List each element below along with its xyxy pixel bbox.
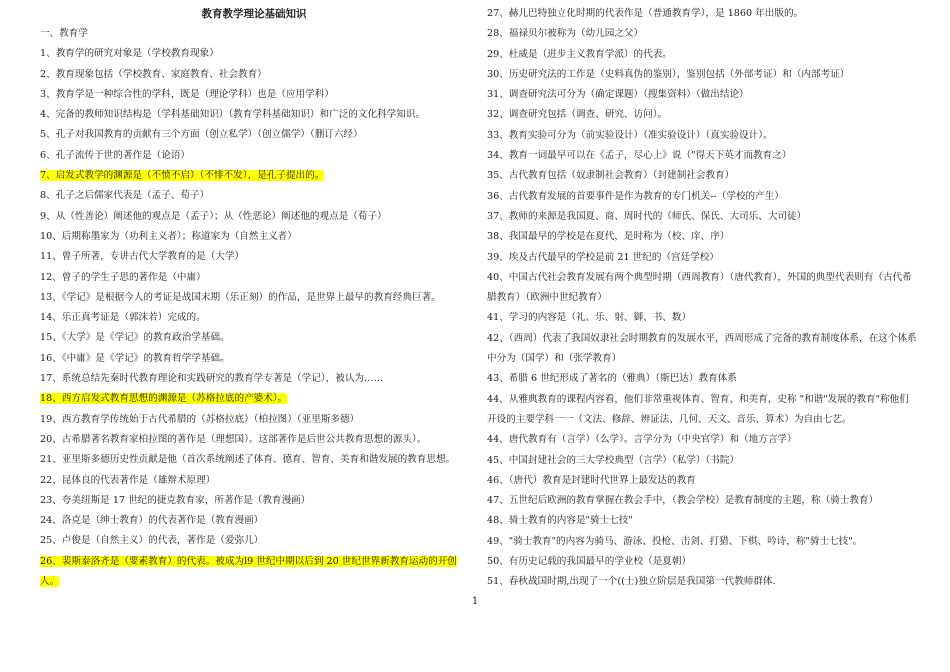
item-line: 38、我国最早的学校是在夏代，是时称为（校、庠、序）	[487, 231, 730, 243]
item-line: 6、孔子流传于世的著作是（论语）	[40, 149, 191, 161]
item-line: 4、完备的教师知识结构是（学科基础知识）（教育学科基础知识）和广泛的文化科学知识。	[40, 109, 426, 121]
item-line: 25、卢俊是（自然主义）的代表，著作是（爱弥儿）	[40, 535, 264, 547]
left-column	[40, 4, 468, 592]
item-line: 48、骑士教育的内容是"骑士七技"	[487, 515, 633, 527]
item-line: 22、昆体良的代表著作是（雄辩术原理）	[40, 474, 216, 486]
item-line: 15、《大学》是《学记》的教育政治学基础。	[40, 332, 230, 344]
highlighted-item-line	[40, 166, 468, 186]
item-line: 49、"骑士教育"的内容为骑马、游泳、投枪、击剑、打猎、下棋、吟诗，称"骑士七技"。	[487, 535, 863, 547]
item-line: 2、教育现象包括（学校教育、家庭教育、社会教育）	[40, 68, 267, 80]
item-line: 50、有历史记载的我国最早的学业校（是夏朝）	[487, 556, 692, 568]
item-line: 24、洛克是（绅士教育）的代表著作是（教育漫画）	[40, 515, 264, 527]
item-line: 3、教育学是一种综合性的学科，既是（理论学科）也是（应用学科）	[40, 88, 334, 100]
item-line: 12、曾子的学生子思的著作是（中庸）	[40, 271, 206, 283]
item-line: 19、西方教育学传统始于古代希腊的（苏格拉底）（柏拉图）（亚里斯多德）	[40, 413, 360, 425]
item-line: 45、中国封建社会的三大学校典型（言学）（私学）（书院）	[487, 454, 740, 466]
item-line: 35、古代教育包括（奴隶制社会教育）（封建制社会教育）	[487, 170, 735, 182]
highlight: 7、启发式教学的渊源是（不愤不启）（不悱不发），是孔子提出的。	[40, 170, 325, 182]
item-line: 34、教育一词最早可以在《孟子，尽心上》说（"得天下英才而教育之）	[487, 150, 792, 162]
item-line: 47、五世纪后欧洲的教育掌握在教会手中，（教会学校）是教育制度的主题，称（骑士教育）	[487, 495, 879, 507]
item-line: 44、从雅典教育的课程内容看，他们非常重视体育、智育、和美育，史称 "和谐"发展的教育"称他们开设的主要学科一一（文法、修辞、辨证法、几何、天文、音乐、算术）为自由七艺。	[487, 393, 909, 425]
document-title: 教育教学理论基础知识	[201, 8, 307, 20]
item-line: 11、曾子所著，专讲古代大学教育的是（大学）	[40, 251, 245, 263]
item-line: 44、唐代教育有（言学）（么学）。言学分为（中央官学）和（地方言学）	[487, 434, 797, 446]
item-line: 28、福禄贝尔被称为（幼儿园之父）	[487, 28, 644, 40]
item-line: 40、中国古代社会教育发展有两个典型时期（西周教育）（唐代教育），外国的典型代表则有（古代希腊教育）（欧洲中世纪教育）	[487, 271, 912, 304]
item-line: 31、调查研究法可分为（确定课题）（搜集资料）（做出结论）	[487, 89, 749, 101]
section-heading: 一、教育学	[40, 28, 88, 39]
highlighted-item-line	[40, 389, 468, 409]
item-line: 51、春秋战国时期,出现了一个((士)独立阶层是我国第一代教师群体.	[487, 576, 776, 588]
item-line: 30、历史研究法的工作是（史料真伪的鉴别），鉴别包括（外部考证）和（内部考证）	[487, 68, 850, 80]
item-line: 13、《学记》是根据今人的考证是战国末期（乐正刻）的作品，是世界上最早的教育经典巨著。	[40, 291, 441, 303]
page-number: 1	[471, 596, 479, 607]
highlight: 18、西方启发式教育思想的渊源是（苏格拉底的产婆术）。	[40, 393, 288, 405]
item-line: 39、埃及古代最早的学校是前 21 世纪的（宫廷学校）	[487, 251, 719, 263]
item-line: 20、古希腊著名教育家柏拉图的著作是（理想国）。这部著作是后世公共教育思想的源头）。	[40, 433, 427, 445]
item-line: 17、系统总结先秦时代教育理论和实践研究的教育学专著是（学记），被认为……	[40, 373, 384, 385]
item-line: 41、学习的内容是（礼、乐、射、御、书、数）	[487, 312, 692, 324]
item-line: 46、（唐代）教育是封建时代世界上最发达的教育	[487, 474, 696, 486]
item-line: 27、赫儿巴特独立化时期的代表作是（普通教育学），是 1860 年出版的。	[487, 8, 804, 19]
item-line: 8、孔子之后儒家代表是（孟子、荀子）	[40, 190, 210, 202]
item-line: 21、亚里斯多德历史性贡献是他（首次系统阐述了体育、德育、智育、美育和谐发展的教育思想。	[40, 454, 456, 466]
item-line: 16、《中庸》是《学记》的教育哲学学基础。	[40, 352, 230, 364]
item-line: 32、调查研究包括（调查、研究、访问）。	[487, 109, 668, 121]
item-line: 5、孔子对我国教育的贡献有三个方面（创立私学）（创立儒学）（删订六经）	[40, 129, 363, 141]
item-line: 9、从（性善论）阐述他的观点是（孟子）；从（性恶论）阐述他的观点是（荀子）	[40, 210, 387, 222]
item-line: 23、夸美纽斯是 17 世纪的捷克教育家，所著作是（教育漫画）	[40, 494, 311, 506]
item-line: 33、教育实验可分为（前实验设计）（准实验设计）（真实验设计）。	[487, 129, 773, 141]
item-line: 36、古代教育发展的首要事件是作为教育的专门机关--（学校的产生）	[487, 190, 784, 202]
item-line: 10、后期称墨家为（功利主义者）；称道家为（自然主义者）	[40, 230, 297, 242]
item-line: 43、希腊 6 世纪形成了著名的（雅典）（斯巴达）教育体系	[487, 373, 737, 385]
item-line: 1、教育学的研究对象是（学校教育现象）	[40, 48, 219, 60]
highlighted-item-line	[40, 552, 468, 593]
item-line: 37、教师的来源是我国夏、商、周时代的（师氏、保氏、大司乐、大司徒）	[487, 210, 807, 222]
highlight: 26、裴斯泰洛齐是（要素教育）的代表。被成为l9 世纪中期以后到 20 世纪世界新教育运动的开创人。	[40, 555, 457, 588]
right-column	[487, 4, 917, 593]
item-line: 29、杜威是（进步主义教育学派）的代表。	[487, 48, 672, 60]
item-line: 42、（西周）代表了我国奴隶社会时期教育的发展水平，西周形成了完备的教育制度体系，在这个体系中分为（国学）和（张学教育）	[487, 332, 917, 365]
item-line: 14、乐正真考证是（郭沫若）完成的。	[40, 312, 206, 324]
